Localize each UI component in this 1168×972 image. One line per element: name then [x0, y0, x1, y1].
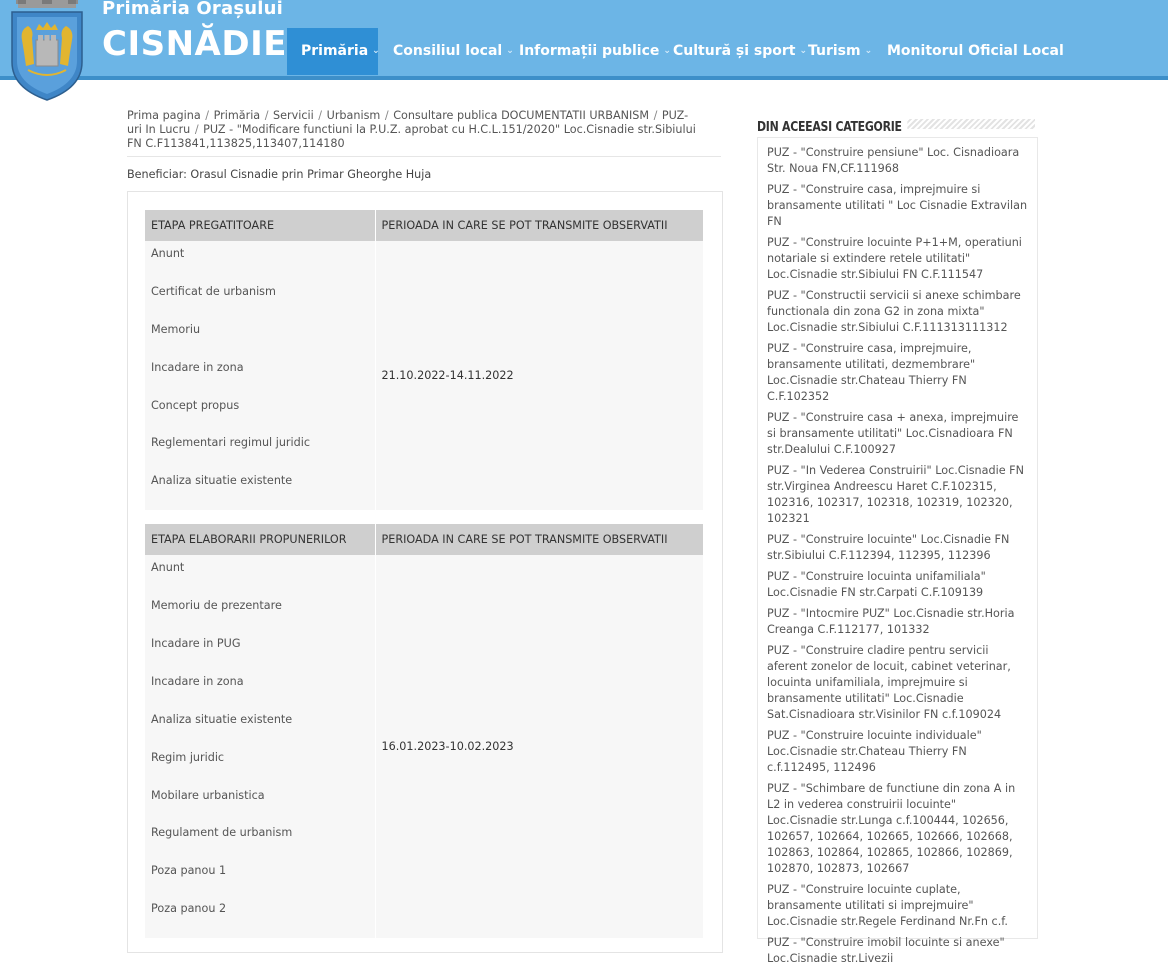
period-cell: 16.01.2023-10.02.2023: [375, 555, 703, 938]
nav-label: Primăria: [301, 43, 369, 59]
nav-monitorul-oficial-local[interactable]: [887, 28, 1064, 75]
list-item: [767, 781, 1029, 877]
related-article-link[interactable]: PUZ - "Construire locuinte" Loc.Cisnadie FN str.Sibiului C.F.112394, 112395, 112396: [767, 533, 1010, 562]
nav-consiliul-local[interactable]: [393, 28, 514, 75]
period-cell: 21.10.2022-14.11.2022: [375, 241, 703, 510]
document-link[interactable]: Reglementari regimul juridic: [151, 436, 310, 450]
document-link[interactable]: Poza panou 2: [151, 902, 227, 916]
list-item: [767, 235, 1029, 283]
list-item: [767, 643, 1029, 723]
document-link[interactable]: Poza panou 1: [151, 864, 227, 878]
chevron-down-icon: ⌄: [506, 46, 514, 56]
related-article-link[interactable]: PUZ - "Construire pensiune" Loc. Cisnadioara Str. Noua FN,CF.111968: [767, 146, 1020, 175]
nav-turism[interactable]: [808, 28, 872, 75]
nav-label: Cultură și sport: [673, 43, 796, 59]
sidebar-heading: [757, 116, 1037, 134]
related-article-link[interactable]: PUZ - "In Vederea Construirii" Loc.Cisnadie FN str.Virginea Andreescu Haret C.F.102315, 102316, 102317, 102318, 102319, 102320, 102321: [767, 464, 1024, 525]
documents-list: [151, 241, 369, 510]
document-link[interactable]: Concept propus: [151, 398, 240, 412]
document-link[interactable]: Certificat de urbanism: [151, 284, 276, 298]
site-subtitle[interactable]: Primăria Orașului: [102, 0, 284, 19]
list-item: [767, 410, 1029, 458]
list-item: [767, 606, 1029, 638]
related-article-link[interactable]: PUZ - "Intocmire PUZ" Loc.Cisnadie str.Horia Creanga C.F.112177, 101332: [767, 607, 1015, 636]
chevron-down-icon: ⌄: [864, 46, 873, 56]
period-header: PERIOADA IN CARE SE POT TRANSMITE OBSERVATII: [375, 524, 703, 555]
list-item: [767, 288, 1029, 336]
breadcrumb-separator: /: [264, 109, 273, 122]
document-link[interactable]: Analiza situatie existente: [151, 474, 293, 488]
document-link[interactable]: Incadare in zona: [151, 674, 244, 688]
breadcrumb-separator: /: [318, 109, 326, 122]
breadcrumb-divider: [127, 156, 721, 157]
list-item: [767, 882, 1029, 930]
list-item: [767, 182, 1029, 230]
chevron-down-icon: ⌄: [663, 46, 671, 56]
document-link[interactable]: Regulament de urbanism: [151, 826, 293, 840]
stages-table: [145, 210, 704, 938]
document-link[interactable]: Anunt: [151, 247, 185, 260]
stage-header: ETAPA PREGATITOARE: [145, 210, 375, 241]
related-article-link[interactable]: PUZ - "Schimbare de functiune din zona A in L2 in vederea construirii locuinte" Loc.Cisnadie str.Lunga c.f.100444, 102656, 102657, 102664, 102665, 102666, 102668, 102863, 102864, 102865, 102866, 102869, 102870, 102873, 102667: [767, 782, 1016, 875]
nav-label: Consiliul local: [393, 43, 503, 59]
nav-label: Monitorul Oficial Local: [887, 43, 1064, 59]
related-article-link[interactable]: PUZ - "Construire locuinta unifamiliala" Loc.Cisnadie FN str.Carpati C.F.109139: [767, 570, 986, 599]
breadcrumb-separator: /: [205, 109, 213, 122]
list-item: [767, 935, 1029, 967]
header-underline: [0, 76, 1168, 80]
document-link[interactable]: Incadare in zona: [151, 360, 244, 374]
document-link[interactable]: Regim juridic: [151, 750, 225, 764]
breadcrumb-primaria[interactable]: Primăria: [213, 109, 261, 122]
document-link[interactable]: Mobilare urbanistica: [151, 788, 265, 802]
period-header: PERIOADA IN CARE SE POT TRANSMITE OBSERVATII: [375, 210, 703, 241]
document-link[interactable]: Incadare in PUG: [151, 637, 241, 651]
related-article-link[interactable]: PUZ - "Construire imobil locuinte si anexe" Loc.Cisnadie str.Livezii: [767, 936, 1005, 965]
breadcrumb: [127, 109, 697, 151]
nav-label: Informații publice: [519, 43, 660, 59]
nav-cultura-si-sport[interactable]: [673, 28, 807, 75]
related-article-link[interactable]: PUZ - "Construire casa, imprejmuire si bransamente utilitati " Loc Cisnadie Extravilan FN: [767, 183, 1028, 228]
documents-list: [151, 555, 369, 938]
related-article-link[interactable]: PUZ - "Construire casa, imprejmuire, bransamente utilitati, dezmembrare" Loc.Cisnadie str.Chateau Thierry FN C.F.102352: [767, 342, 976, 403]
list-item: [767, 463, 1029, 527]
list-item: [767, 145, 1029, 177]
related-article-link[interactable]: PUZ - "Constructii servicii si anexe schimbare functionala din zona G2 in zona mixta" Loc.Cisnadie str.Sibiului C.F.111313111312: [767, 289, 1021, 334]
table-spacer: [145, 510, 703, 524]
table-row: [145, 241, 703, 510]
nav-label: Turism: [808, 43, 861, 59]
documents-cell: [145, 241, 375, 510]
document-link[interactable]: Memoriu de prezentare: [151, 599, 282, 613]
document-link[interactable]: Anunt: [151, 561, 185, 575]
breadcrumb-separator: /: [384, 109, 393, 122]
sidebar-title: DIN ACEEASI CATEGORIE: [757, 119, 907, 135]
related-articles-list: [767, 145, 1029, 972]
site-title[interactable]: CISNĂDIE: [102, 24, 287, 64]
related-article-link[interactable]: PUZ - "Construire locuinte P+1+M, operatiuni notariale si extindere retele utilitati" Loc.Cisnadie str.Sibiului FN C.F.111547: [767, 236, 1022, 281]
table-header-row: [145, 524, 703, 555]
document-link[interactable]: Analiza situatie existente: [151, 712, 293, 726]
related-article-link[interactable]: PUZ - "Construire locuinte individuale" Loc.Cisnadie str.Chateau Thierry FN c.f.112495, 112496: [767, 729, 982, 774]
breadcrumb-puz-in-lucru[interactable]: PUZ-uri In Lucru: [127, 109, 689, 136]
nav-informatii-publice[interactable]: [519, 28, 671, 75]
table-row: [145, 555, 703, 938]
related-article-link[interactable]: PUZ - "Construire locuinte cuplate, bransamente utilitati si imprejmuire" Loc.Cisnadie str.Regele Ferdinand Nr.Fn c.f.: [767, 883, 1008, 928]
list-item: [767, 341, 1029, 405]
breadcrumb-current: PUZ - "Modificare functiuni la P.U.Z. aprobat cu H.C.L.151/2020" Loc.Cisnadie str.Sibiului FN C.F113841,113825,113407,114180: [127, 123, 696, 150]
heading-stripe-decoration: [887, 119, 1035, 129]
nav-primaria[interactable]: [287, 28, 378, 75]
breadcrumb-home[interactable]: Prima pagina: [127, 109, 201, 122]
chevron-down-icon: ⌄: [372, 46, 380, 56]
breadcrumb-separator: /: [653, 109, 661, 122]
beneficiary-text: Beneficiar: Orasul Cisnadie prin Primar Gheorghe Huja: [127, 168, 432, 181]
city-crest-logo[interactable]: [8, 0, 86, 102]
breadcrumb-consultare-publica[interactable]: Consultare publica DOCUMENTATII URBANISM: [393, 109, 650, 122]
documents-cell: [145, 555, 375, 938]
list-item: [767, 728, 1029, 776]
list-item: [767, 569, 1029, 601]
list-item: [767, 532, 1029, 564]
related-article-link[interactable]: PUZ - "Construire cladire pentru servicii aferent zonelor de locuit, cabinet veterinar, locuinta unifamiliala, imprejmuire si bransamente utilitati" Loc.Cisnadie Sat.Cisnadioara str.Visinilor FN c.f.109024: [767, 644, 1011, 721]
chevron-down-icon: ⌄: [799, 46, 808, 56]
document-link[interactable]: Memoriu: [151, 322, 201, 336]
breadcrumb-servicii[interactable]: Servicii: [273, 109, 314, 122]
breadcrumb-urbanism[interactable]: Urbanism: [326, 109, 381, 122]
stage-header: ETAPA ELABORARII PROPUNERILOR: [145, 524, 375, 555]
related-article-link[interactable]: PUZ - "Construire casa + anexa, imprejmuire si bransamente utilitati" Loc.Cisnadioara FN str.Dealului C.F.100927: [767, 411, 1019, 456]
breadcrumb-separator: /: [194, 123, 203, 136]
table-header-row: [145, 210, 703, 241]
